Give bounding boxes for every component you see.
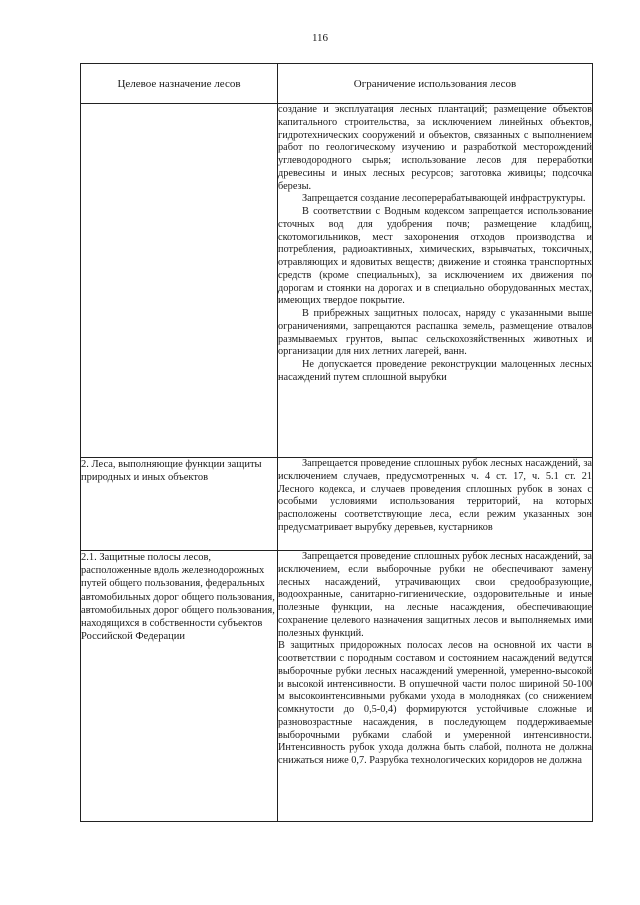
restriction-paragraph: Не допускается проведение реконструкции малоценных лесных насаждений путем сплошной вырубки <box>278 359 592 383</box>
page-number: 116 <box>311 32 329 44</box>
restriction-paragraph: Запрещается создание лесоперерабатывающей инфраструктуры. <box>302 193 586 205</box>
header-forest-purpose: Целевое назначение лесов <box>81 64 278 104</box>
row-3-restrictions-cell <box>278 551 593 822</box>
restriction-paragraph: В прибрежных защитных полосах, наряду с указанными выше ограничениями, запрещаются распашка земель, размещение отвалов размываемых грунтов, выпас сельскохозяйственных животных и организации для них летних лагерей, ванн. <box>278 308 592 358</box>
table-header-row <box>81 64 593 104</box>
table-row <box>81 104 593 458</box>
restriction-paragraph: Запрещается проведение сплошных рубок лесных насаждений, за исключением, если выборочные рубки не обеспечивают замену лесных насаждений, утрачивающих свои средообразующие, водоохранные, санитарно-гигиенические, оздоровительные и иные полезные функции, на лесные насаждения, обеспечивающие сохранение целевого назначения защитных лесов и выполняемых ими полезных функций. <box>278 551 592 639</box>
row-1-purpose-cell <box>81 104 278 458</box>
row-3-purpose-cell: 2.1. Защитные полосы лесов, расположенные вдоль железнодорожных путей общего пользования, федеральных автомобильных дорог общего пользования, автомобильных дорог общего пользования, находящихся в собственности субъектов Российской Федерации <box>81 551 278 822</box>
row-2-restrictions-cell <box>278 458 593 551</box>
restriction-paragraph: В защитных придорожных полосах лесов на основной их части в соответствии с породным составом и состоянием насаждений ведутся выборочные рубки лесных насаждений умеренной, умеренно-высокой и высокой интенсивности. В опушечной части полос шириной 50-100 м высокоинтенсивными рубками ухода в молодняках (со снижением сомкнутости до 0,5-0,4) формируются устойчивые сложные и разновозрастные насаждения, в последующем поддерживаемые выборочными рубками слабой и умеренной интенсивности. Интенсивность рубок ухода должна быть слабой, полнота не должна снижаться ниже 0,7. Разрубка технологических коридоров не должна <box>278 640 592 766</box>
header-usage-restrictions: Ограничение использования лесов <box>278 64 593 104</box>
forest-restrictions-table <box>80 63 593 822</box>
table-row <box>81 551 593 822</box>
row-1-restrictions-cell <box>278 104 593 458</box>
row-2-purpose-cell: 2. Леса, выполняющие функции защиты природных и иных объектов <box>81 458 278 551</box>
restriction-paragraph: создание и эксплуатация лесных плантаций; размещение объектов капитального строительства, за исключением линейных объектов, гидротехнических сооружений и объектов, связанных с выполнением работ по геологическому изучению и разработкой месторождений углеводородного сырья; использование лесов для переработки древесины и иных лесных ресурсов; заготовка живицы; подсочка березы. <box>278 104 592 192</box>
table-row <box>81 458 593 551</box>
restriction-paragraph: В соответствии с Водным кодексом запрещается использование сточных вод для удобрения почв; размещение кладбищ, скотомогильников, мест захоронения отходов производства и потребления, радиоактивных, химических, взрывчатых, токсичных, отравляющих и ядовитых веществ; движение и стоянка транспортных средств (кроме специальных), за исключением их движения по дорогам и стоянки на дорогах и в специально оборудованных местах, имеющих твердое покрытие. <box>278 206 592 307</box>
restriction-paragraph: Запрещается проведение сплошных рубок лесных насаждений, за исключением случаев, предусмотренных ч. 4 ст. 17, ч. 5.1 ст. 21 Лесного кодекса, и случаев проведения сплошных рубок в зонах с особыми условиями использования территорий, на которых расположены соответствующие леса, если режим указанных зон предусматривает вырубку деревьев, кустарников <box>278 458 592 533</box>
